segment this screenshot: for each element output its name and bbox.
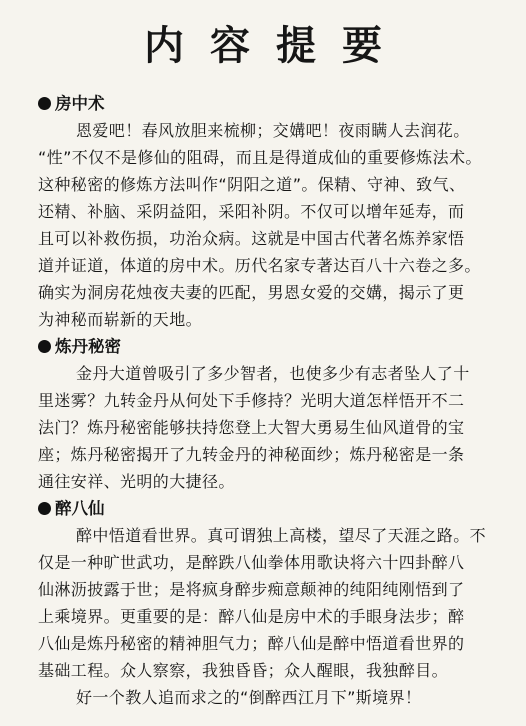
page-title: 内容提要 — [144, 22, 408, 69]
section-heading-zuibaxian: 醉八仙 — [38, 498, 105, 520]
paragraph-line: 上乘境界。更重要的是：醉八仙是房中术的手眼身法步；醉 — [38, 607, 465, 626]
bullet-icon — [38, 502, 51, 515]
paragraph-line: 这种秘密的修炼方法叫作“阴阳之道”。保精、守神、致气、 — [38, 175, 466, 194]
paragraph-line: 还精、补脑、采阴益阳，采阳补阴。不仅可以增年延寿，而 — [38, 202, 465, 221]
paragraph-line: 通往安祥、光明的大捷径。 — [38, 472, 235, 491]
paragraph-line: 为神秘而崭新的天地。 — [38, 310, 203, 329]
paragraph-line: 里迷雾？九转金丹从何处下手修持？光明大道怎样悟开不二 — [38, 391, 465, 410]
paragraph-line: 道并证道，体道的房中术。历代名家专著达百八十六卷之多。 — [38, 256, 481, 275]
paragraph-line: 八仙是炼丹秘密的精神胆气力；醉八仙是醉中悟道看世界的 — [38, 634, 465, 653]
paragraph-line: 醉中悟道看世界。真可谓独上高楼，望尽了天涯之路。不 — [76, 526, 487, 545]
paragraph-line: 好一个教人追而求之的“倒醉西江月下”斯境界！ — [76, 688, 422, 707]
paragraph-line: 座；炼丹秘密揭开了九转金丹的神秘面纱；炼丹秘密是一条 — [38, 445, 465, 464]
section-heading-liandan: 炼丹秘密 — [38, 336, 121, 358]
paragraph-line: 确实为洞房花烛夜夫妻的匹配，男恩女爱的交媾，揭示了更 — [38, 283, 465, 302]
paragraph-line: 仙淋沥披露于世；是将疯身醉步痴意颠神的纯阳纯刚悟到了 — [38, 580, 465, 599]
paragraph-line: “性”不仅不是修仙的阻碍，而且是得道成仙的重要修炼法术。 — [38, 148, 482, 167]
paragraph-line: 恩爱吧！春风放胆来梳柳；交媾吧！夜雨瞒人去润花。 — [76, 121, 470, 140]
paragraph-line: 且可以补救伤损，功治众病。这就是中国古代著名炼养家悟 — [38, 229, 465, 248]
paragraph-line: 基础工程。众人察察，我独昏昏；众人醒眼，我独醉目。 — [38, 661, 449, 680]
bullet-icon — [38, 97, 51, 110]
bullet-icon — [38, 340, 51, 353]
paragraph-line: 仅是一种旷世武功，是醉跌八仙拳体用歌诀将六十四卦醉八 — [38, 553, 465, 572]
paragraph-line: 法门？炼丹秘密能够扶持您登上大智大勇易生仙风道骨的宝 — [38, 418, 465, 437]
paragraph-line: 金丹大道曾吸引了多少智者，也使多少有志者坠人了十 — [76, 364, 470, 383]
section-heading-fangzhongshu: 房中术 — [38, 93, 105, 115]
